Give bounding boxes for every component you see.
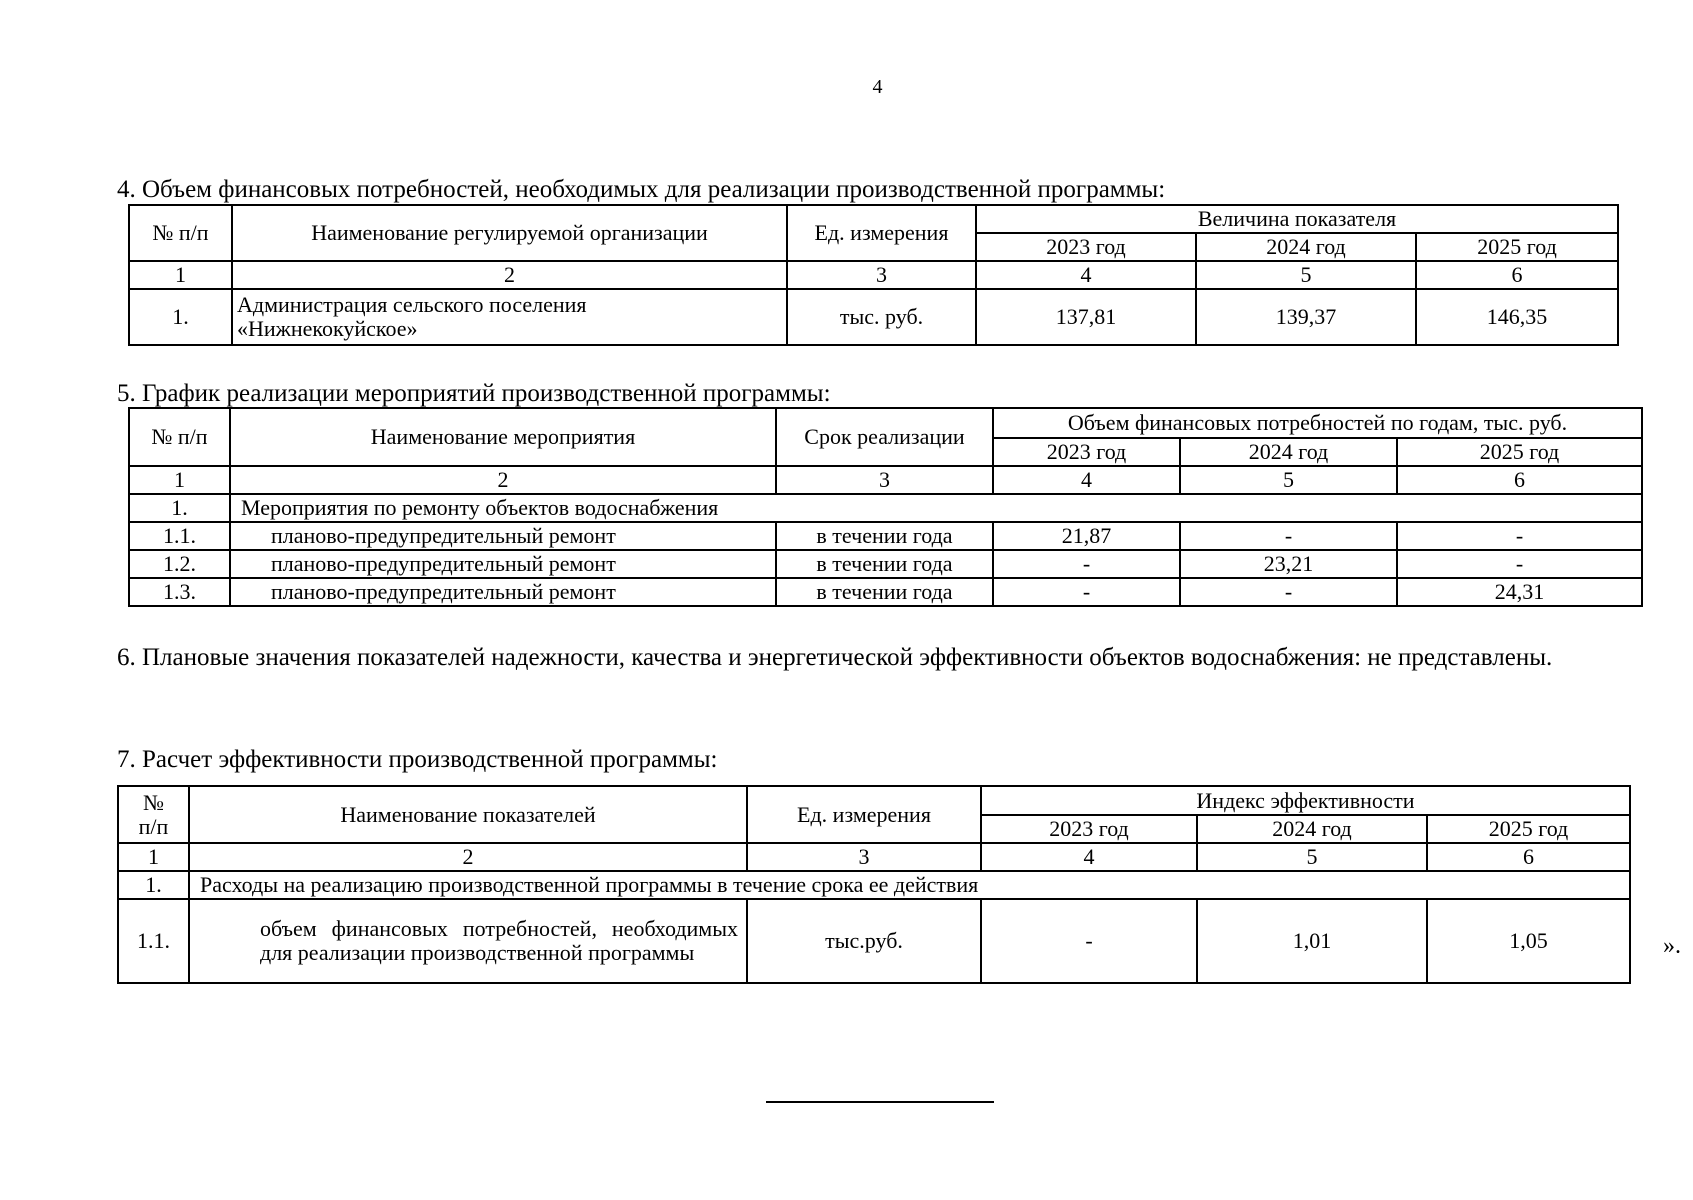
header-indicator-name: Наименование показателей [189, 786, 747, 843]
value-2024: 1,01 [1197, 899, 1427, 983]
term-cell: в течении года [776, 578, 993, 606]
group-row [118, 871, 1630, 899]
col-number: 3 [747, 843, 981, 871]
value-2024: 139,37 [1196, 289, 1416, 345]
column-numbers-row [129, 466, 1642, 494]
term-cell: в течении года [776, 550, 993, 578]
column-numbers-row [118, 843, 1630, 871]
col-number: 5 [1180, 466, 1397, 494]
org-name-line-2: «Нижнекокуйское» [237, 316, 418, 341]
header-term: Срок реализации [776, 408, 993, 466]
col-number: 5 [1197, 843, 1427, 871]
header-num [118, 786, 189, 843]
section-4-heading: 4. Объем финансовых потребностей, необходимых для реализации производственной программы: [117, 176, 1166, 203]
schedule-table [128, 407, 1643, 607]
indicator-name: объем финансовых потребностей, необходимых для реализации производственной программы [189, 899, 747, 983]
value-2025: - [1397, 522, 1642, 550]
table-row [129, 289, 1618, 345]
header-year-2024: 2024 год [1180, 438, 1397, 466]
header-year-2025: 2025 год [1416, 233, 1618, 261]
term-cell: в течении года [776, 522, 993, 550]
table-row [129, 578, 1642, 606]
header-unit: Ед. измерения [747, 786, 981, 843]
event-name: планово-предупредительный ремонт [230, 522, 776, 550]
org-name-line-1: Администрация сельского поселения [237, 292, 587, 317]
value-2025: - [1397, 550, 1642, 578]
col-number: 3 [787, 261, 976, 289]
section-6-text: 6. Плановые значения показателей надежности, качества и энергетической эффективности объектов водоснабжения: не представлены. [117, 644, 1553, 671]
value-2023: - [993, 578, 1180, 606]
header-efficiency-index: Индекс эффективности [981, 786, 1630, 815]
header-num: № п/п [129, 205, 232, 261]
column-numbers-row [129, 261, 1618, 289]
header-event-name: Наименование мероприятия [230, 408, 776, 466]
col-number: 4 [976, 261, 1196, 289]
col-number: 4 [993, 466, 1180, 494]
header-unit: Ед. измерения [787, 205, 976, 261]
col-number: 2 [230, 466, 776, 494]
closing-quote: ». [1663, 933, 1681, 959]
group-row-title: Мероприятия по ремонту объектов водоснабжения [230, 494, 1642, 522]
group-row-title: Расходы на реализацию производственной программы в течение срока ее действия [189, 871, 1630, 899]
section-5-heading: 5. График реализации мероприятий производственной программы: [117, 380, 831, 407]
group-row [129, 494, 1642, 522]
header-num-line-1: № [143, 789, 164, 815]
header-num-line-2: п/п [138, 813, 169, 839]
header-year-2023: 2023 год [981, 815, 1197, 843]
col-number: 1 [118, 843, 189, 871]
col-number: 6 [1397, 466, 1642, 494]
header-year-2023: 2023 год [993, 438, 1180, 466]
value-2025: 24,31 [1397, 578, 1642, 606]
header-year-2024: 2024 год [1197, 815, 1427, 843]
row-num: 1. [129, 289, 232, 345]
col-number: 3 [776, 466, 993, 494]
header-num: № п/п [129, 408, 230, 466]
section-7-heading: 7. Расчет эффективности производственной программы: [117, 746, 718, 773]
header-year-2025: 2025 год [1427, 815, 1630, 843]
event-name: планово-предупредительный ремонт [230, 578, 776, 606]
header-indicator-value: Величина показателя [976, 205, 1618, 233]
header-year-2024: 2024 год [1196, 233, 1416, 261]
value-2023: 21,87 [993, 522, 1180, 550]
value-2025: 146,35 [1416, 289, 1618, 345]
row-num: 1.2. [129, 550, 230, 578]
unit-cell: тыс.руб. [747, 899, 981, 983]
col-number: 4 [981, 843, 1197, 871]
row-num: 1.1. [118, 899, 189, 983]
unit-cell: тыс. руб. [787, 289, 976, 345]
header-year-2023: 2023 год [976, 233, 1196, 261]
value-2023: - [993, 550, 1180, 578]
value-2024: 23,21 [1180, 550, 1397, 578]
org-name-cell [232, 289, 787, 345]
value-2025: 1,05 [1427, 899, 1630, 983]
col-number: 1 [129, 261, 232, 289]
table-row [129, 522, 1642, 550]
col-number: 6 [1427, 843, 1630, 871]
header-org-name: Наименование регулируемой организации [232, 205, 787, 261]
efficiency-table [117, 785, 1631, 984]
event-name: планово-предупредительный ремонт [230, 550, 776, 578]
col-number: 1 [129, 466, 230, 494]
value-2024: - [1180, 578, 1397, 606]
table-row [118, 899, 1630, 983]
row-num: 1. [129, 494, 230, 522]
financial-needs-table [128, 204, 1619, 346]
value-2024: - [1180, 522, 1397, 550]
table-row [129, 550, 1642, 578]
col-number: 5 [1196, 261, 1416, 289]
row-num: 1.1. [129, 522, 230, 550]
header-year-2025: 2025 год [1397, 438, 1642, 466]
row-num: 1. [118, 871, 189, 899]
value-2023: 137,81 [976, 289, 1196, 345]
col-number: 2 [189, 843, 747, 871]
col-number: 6 [1416, 261, 1618, 289]
header-financial-volume: Объем финансовых потребностей по годам, тыс. руб. [993, 408, 1642, 438]
col-number: 2 [232, 261, 787, 289]
separator-line [766, 1101, 994, 1103]
page-number: 4 [872, 76, 883, 98]
value-2023: - [981, 899, 1197, 983]
row-num: 1.3. [129, 578, 230, 606]
